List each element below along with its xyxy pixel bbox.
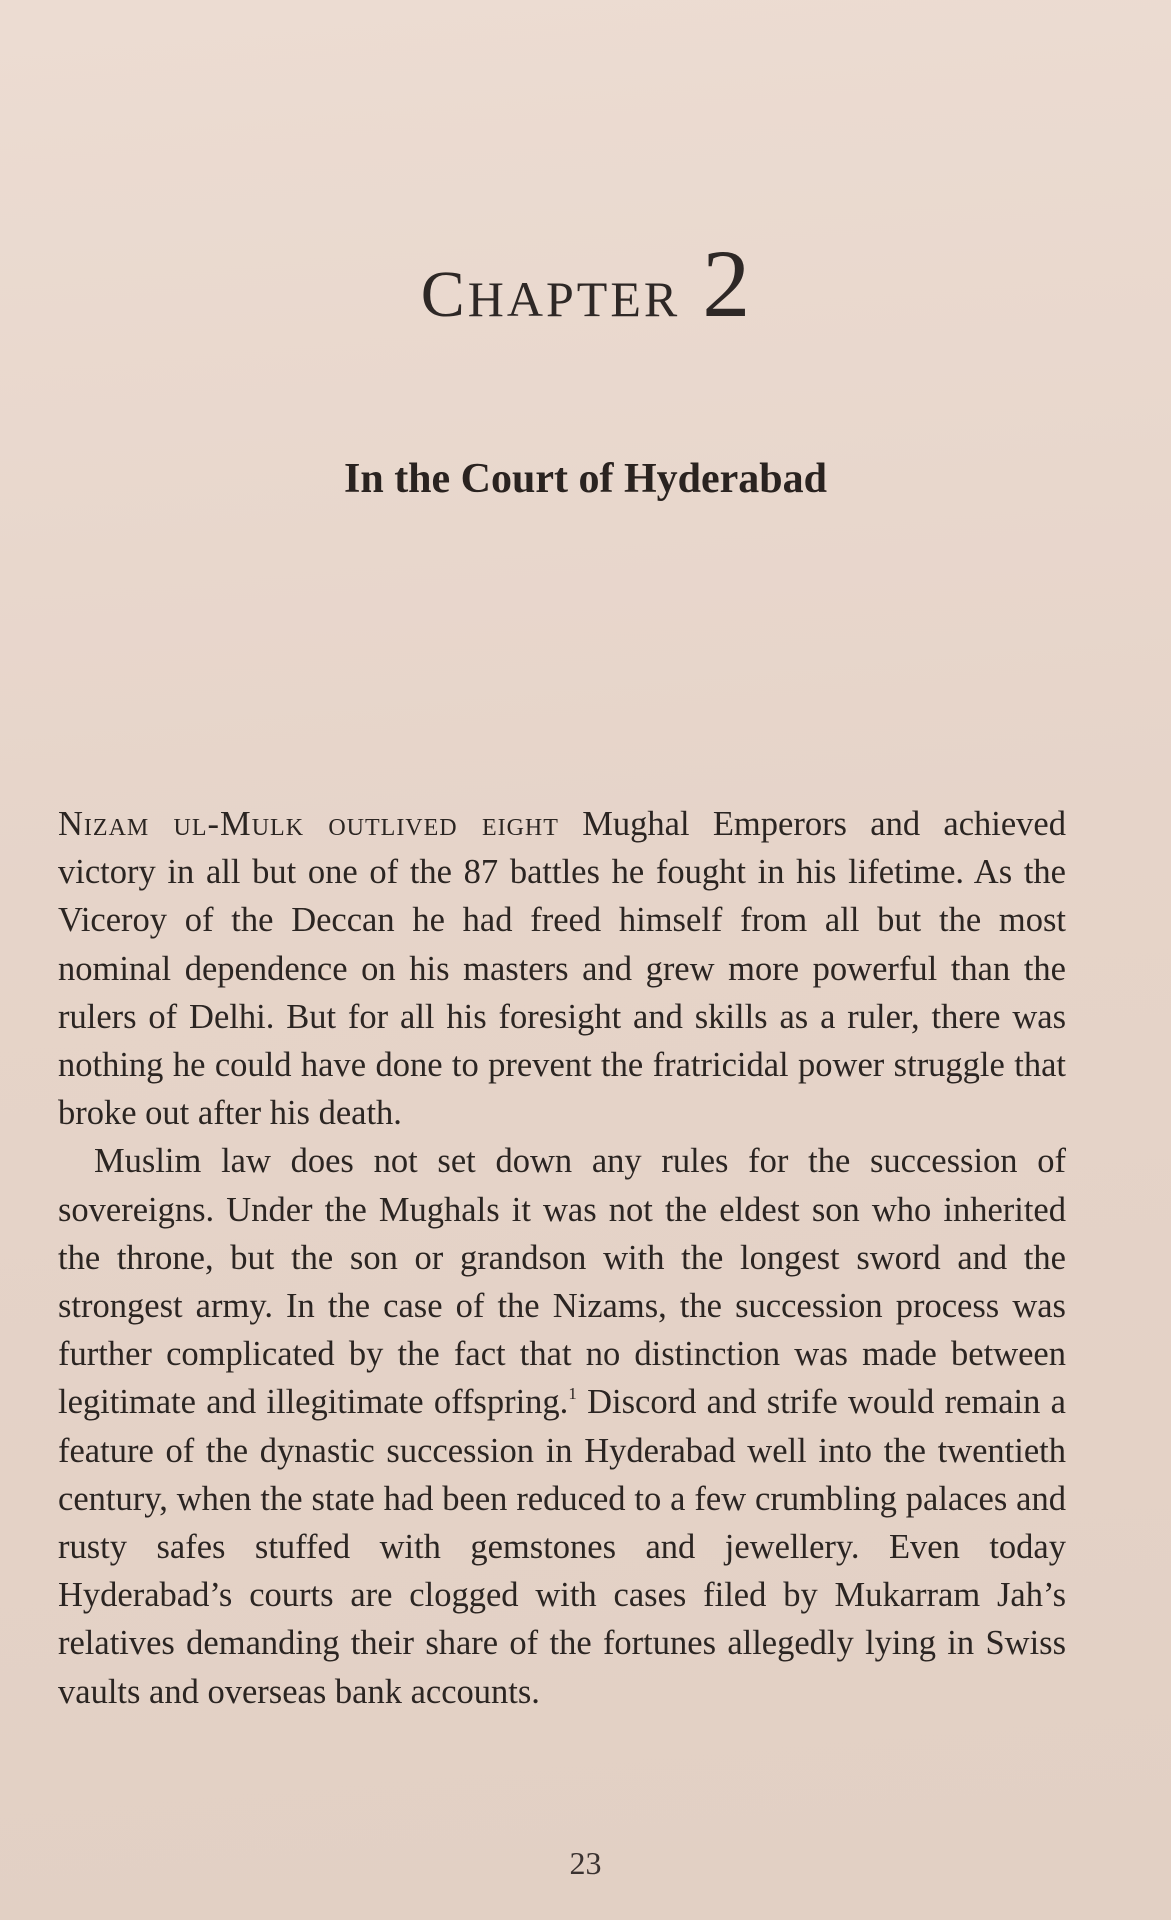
paragraph-2-text-end: Discord and strife would remain a feature of the dynastic succession in Hyderabad well into the twentieth century, when the state had been reduced to a few crumbling palaces and rusty safes stuffed with gemstones and jewellery. Even today Hyderabad’s courts are clogged with cases filed by Mukarram Jah’s relatives demanding their share of the fortunes allegedly lying in Swiss vaults and overseas bank accounts. [58,1383,1066,1711]
body-text [58,800,1066,1716]
page-number: 23 [569,1845,602,1881]
chapter-heading [0,228,1171,339]
paragraph-1-lead-in: Nizam ul-Mulk outlived eight [58,805,559,843]
chapter-label-initial: C [420,258,468,331]
paragraph-1 [58,800,1066,1137]
chapter-number: 2 [702,230,751,337]
chapter-title: In the Court of Hyderabad [343,456,828,502]
paragraph-2-text-start: Muslim law does not set down any rules for the succession of sovereigns. Under the Mughals it was not the eldest son who inherited the throne, but the son or grandson with the longest sword and the strongest army. In the case of the Nizams, the succession process was further complicated by the fact that no distinction was made between legitimate and illegitimate offspring. [58,1142,1066,1422]
paragraph-1-text: Mughal Emperors and achieved victory in all but one of the 87 battles he fought in his lifetime. As the Viceroy of the Deccan he had freed himself from all but the most nominal dependence on his masters and grew more powerful than the rulers of Delhi. But for all his foresight and skills as a ruler, there was nothing he could have done to prevent the fratricidal power struggle that broke out after his death. [58,805,1066,1133]
footnote-reference: 1 [568,1384,577,1404]
chapter-label-rest: HAPTER [467,271,681,327]
paragraph-2 [58,1137,1066,1715]
chapter-label [420,258,681,331]
